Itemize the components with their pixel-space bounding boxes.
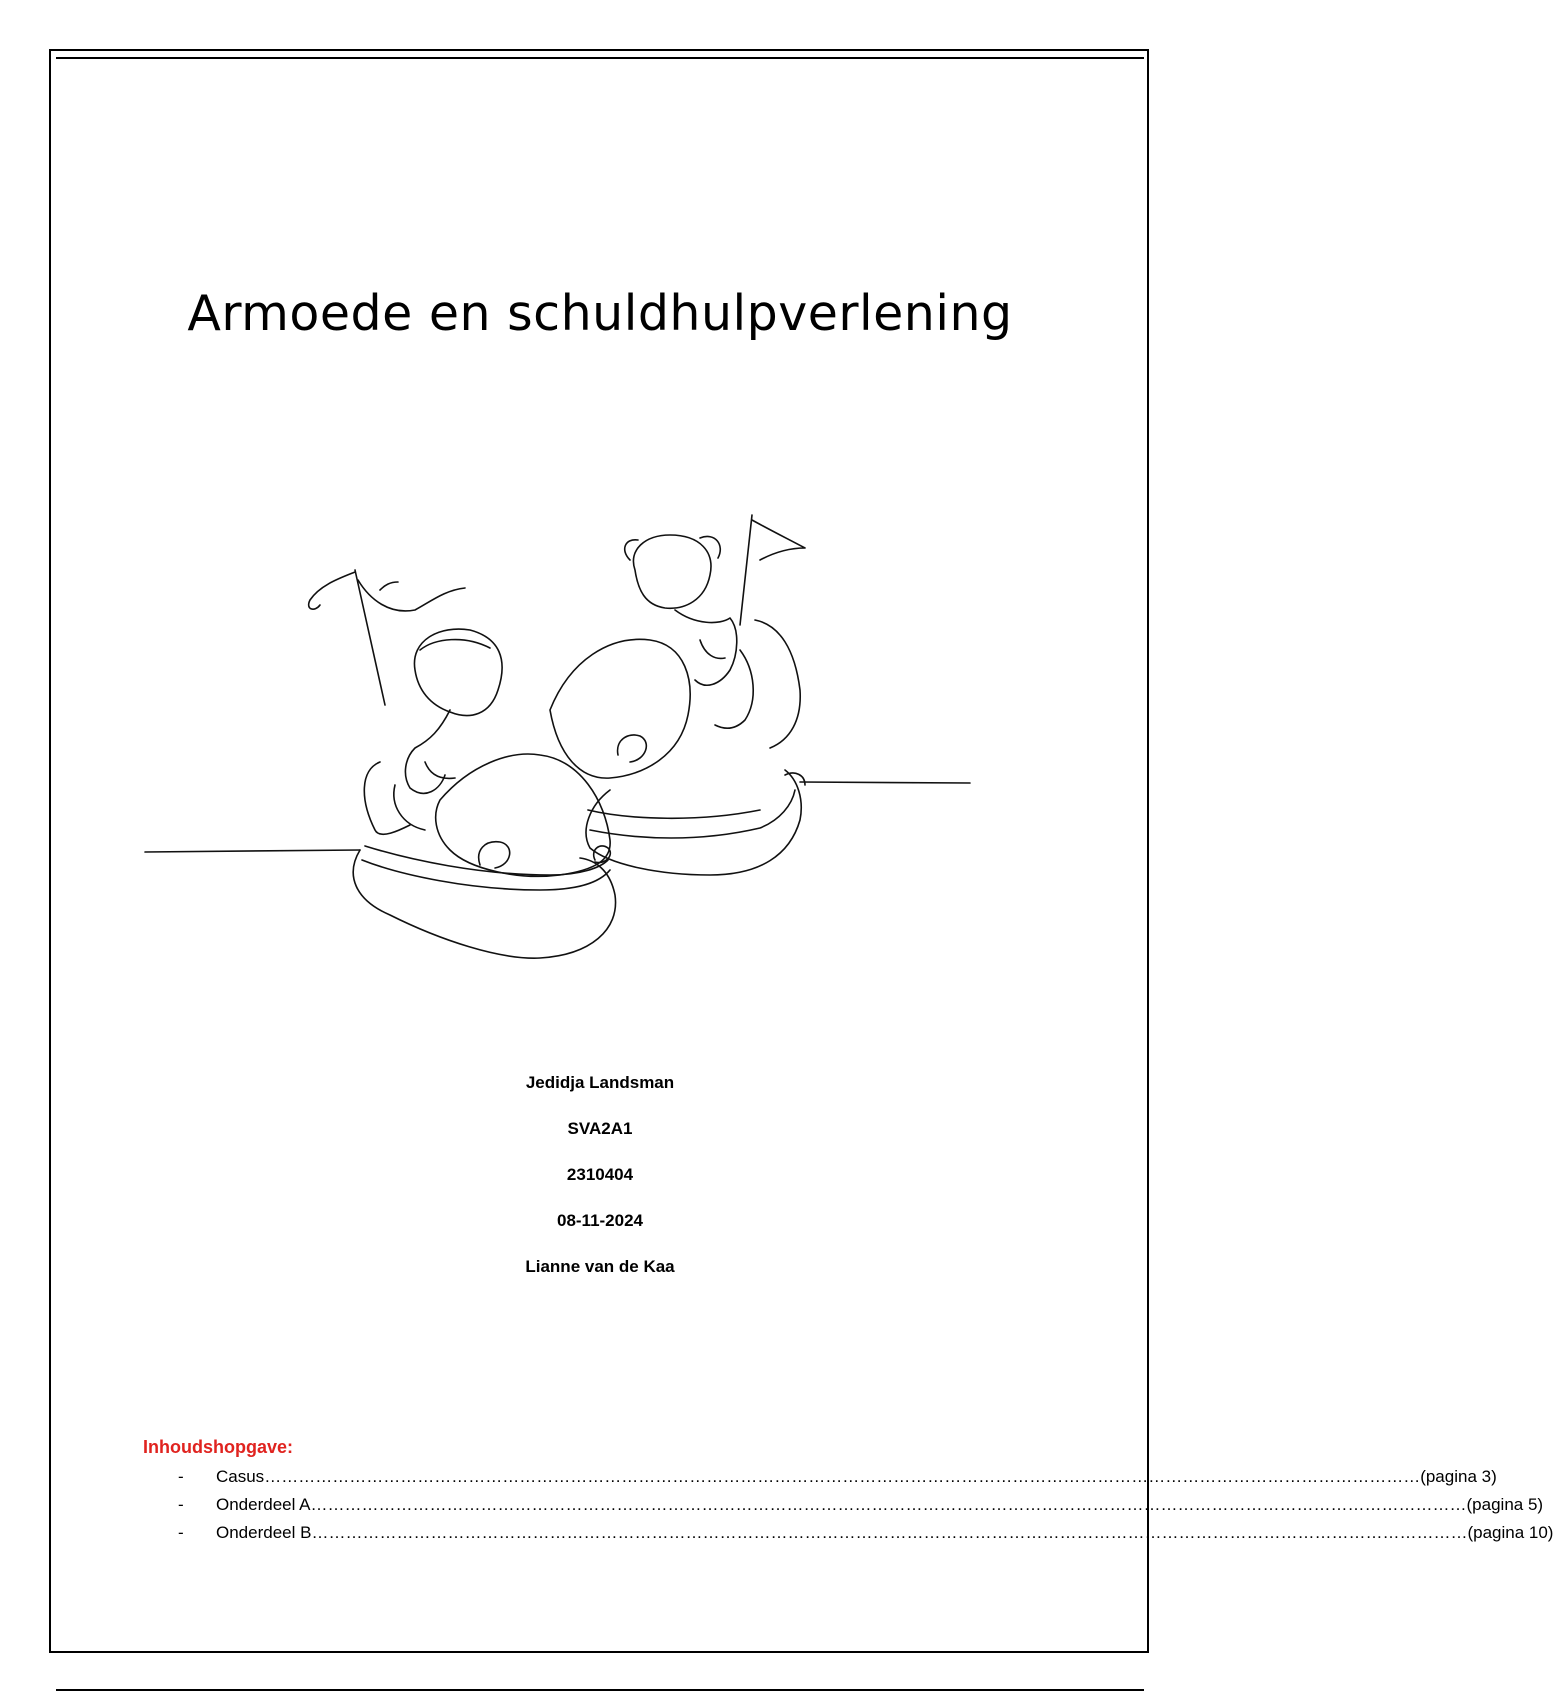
toc-leader: …………………………………………………………………………………………………………………………………………………………………………………… <box>264 1467 1421 1486</box>
toc-label: Onderdeel B <box>216 1523 312 1542</box>
toc-item <box>178 1491 1544 1519</box>
toc-bullet: - <box>178 1467 184 1486</box>
toc-bullet: - <box>178 1523 184 1542</box>
author-details <box>0 1072 1200 1302</box>
document-title: Armoede en schuldhulpverlening <box>187 285 1013 342</box>
toc-page: (pagina 10) <box>1467 1523 1553 1542</box>
toc-item <box>178 1519 1553 1547</box>
submission-date: 08-11-2024 <box>556 1211 644 1230</box>
top-double-rule <box>56 57 1144 59</box>
student-number: 2310404 <box>566 1165 634 1184</box>
toc-page: (pagina 3) <box>1420 1467 1497 1486</box>
page-break-rule <box>56 1689 1144 1691</box>
author-name: Jedidja Landsman <box>525 1073 675 1092</box>
toc-leader: …………………………………………………………………………………………………………………………………………………………………………………… <box>310 1495 1467 1514</box>
toc-label: Casus <box>216 1467 265 1486</box>
toc-heading: Inhoudshopgave: <box>143 1437 293 1457</box>
class-code: SVA2A1 <box>567 1119 633 1138</box>
toc-item <box>178 1463 1497 1491</box>
toc-page: (pagina 5) <box>1466 1495 1544 1514</box>
teacher-name: Lianne van de Kaa <box>525 1257 675 1276</box>
toc-leader: …………………………………………………………………………………………………………………………………………………………………………………… <box>311 1523 1468 1542</box>
table-of-contents <box>178 1463 1553 1547</box>
toc-label: Onderdeel A <box>216 1495 311 1514</box>
toc-bullet: - <box>178 1495 184 1514</box>
bumper-cars-illustration <box>140 530 1060 970</box>
